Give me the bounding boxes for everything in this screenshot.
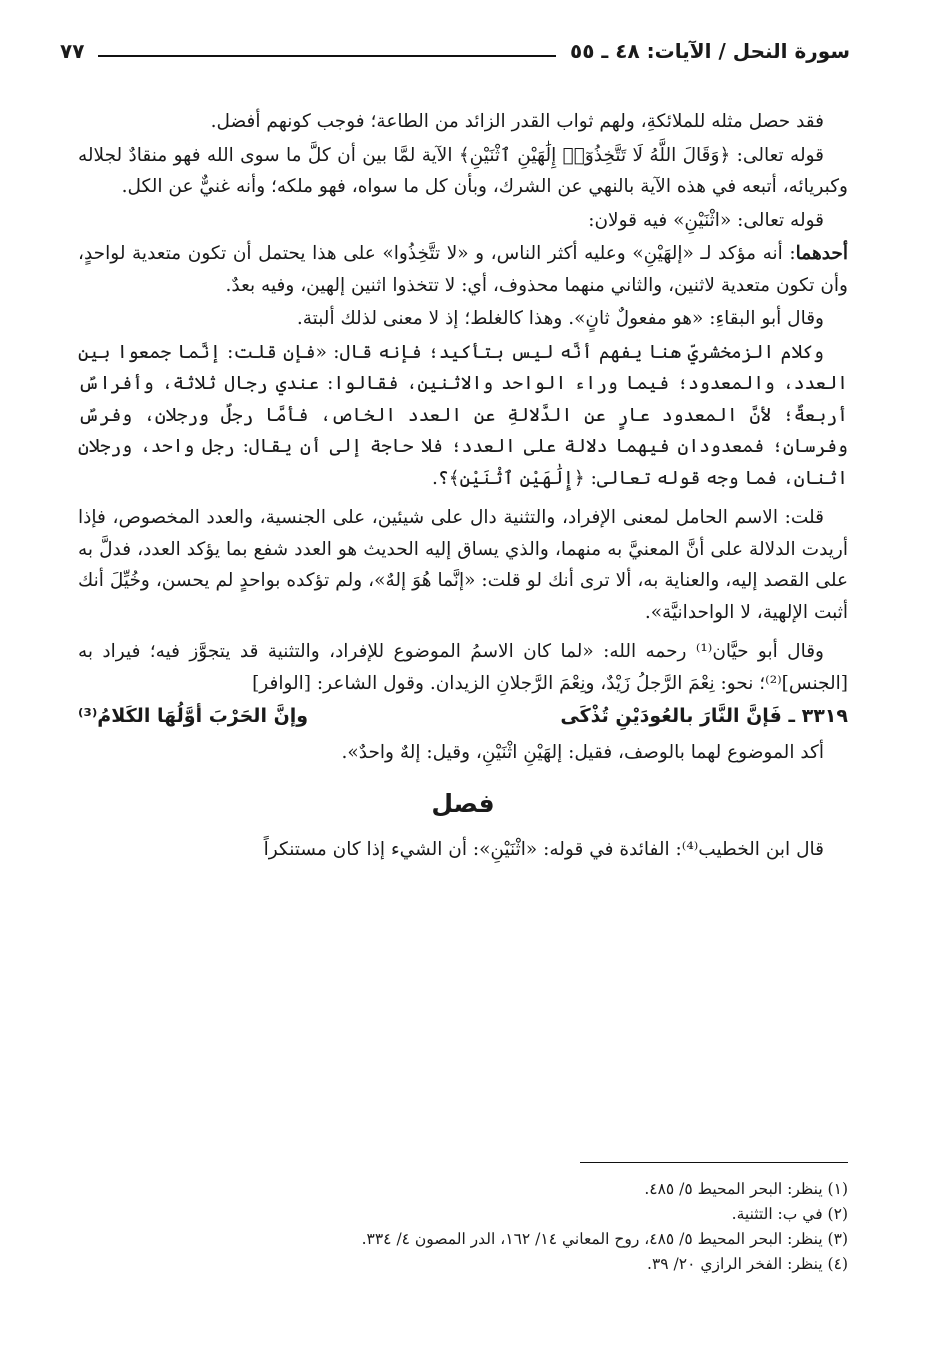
paragraph-2: قوله تعالى: ﴿وَقَالَ اللَّهُ لَا تَتَّخِذُوٓا۟ إِلَٰهَيْنِ ٱثْنَيْنِ﴾ الآية لمَّا بين أن كلَّ ما سوى الله فهو منقادٌ لجلاله وكبريائه، أتبعه في هذه الآية بالنهي عن الشرك، وبأن كل ما سواه، فهو ملكه؛ وأنه غنيٌّ عن الكل. [78, 144, 848, 197]
paragraph-10: قال ابن الخطيب⁽⁴⁾: الفائدة في قوله: «اثْنَيْنِ»: أن الشيء إذا كان مستنكراً [263, 838, 824, 860]
paragraph-9: أكد الموضوع لهما بالوصف، فقيل: إلهَيْنِ اثْنَيْنِ، وقيل: إلهٌ واحدٌ». [341, 741, 824, 763]
header-rule [98, 55, 556, 57]
paragraph-5: وقال أبو البقاءِ: «هو مفعولٌ ثانٍ». وهذا كالغلط؛ إذ لا معنى لذلك ألبتة. [296, 308, 824, 329]
paragraph-3: قوله تعالى: «اثْنَيْنِ» فيه قولان: [588, 209, 824, 231]
footnote-divider [580, 1162, 848, 1163]
page-number: ٧٧ [60, 39, 85, 63]
paragraph-4-text: : أنه مؤكد لـ «إلهَيْنِ» وعليه أكثر الناس، و «لا تتَّخِذُوا» على هذا يحتمل أن تكون متعدية لواحدٍ، وأن تكون متعدية لاثنين، والثاني منهما محذوف، أي: لا تتخذوا اثنين إلهين، وفيه بعدٌ. [78, 243, 848, 296]
paragraph-7: قلت: الاسم الحامل لمعنى الإفراد، والتثنية دال على شيئين، على الجنسية، والعدد المخصوص، فإذا أريدت الدلالة على أنَّ المعنيَّ به منهما، والذي يساق إليه الحديث هو العدد شفع بما يؤكد العدد، فدلَّ به على القصد إليه، والعناية به، ألا ترى أنك لو قلت: «إنَّما هُوَ إلهٌ»، ولم تؤكده بواحدٍ لم يحسن، وخُيِّلَ أنك أثبت الإلهية، لا الواحدانيَّة». [78, 507, 848, 623]
page-header [60, 34, 850, 68]
poem-verse [78, 701, 848, 733]
footnotes [78, 1177, 848, 1277]
first-opinion-label: أحدهما [795, 243, 848, 264]
paragraph-6: وكلام الزمخشريِّ هنا يفهم أنَّه ليس بتأكيد؛ فإنه قال: «فإن قلت: إنَّما جمعوا بين العدد، والمعدود؛ فيما وراء الواحد والاثنين، فقالوا: عندي رجال ثلاثة، وأفراسٌ أربعةٌ؛ لأنَّ المعدود عارٍ عن الدَّلالةِ عن العدد الخاص، فأمَّا رجلٌ ورجلان، وفرسٌ وفرسان؛ فمعدودان فيهما دلالة على العدد؛ فلا حاجة إلى أن يقال: رجل واحد، ورجلان اثنان، فما وجه قوله تعالى: ﴿إِلَٰهَيْنِ ٱثْنَيْنِ﴾؟. [78, 341, 848, 489]
paragraph-8: وقال أبو حيَّان⁽¹⁾ رحمه الله: «لما كان الاسمُ الموضوع للإفراد، والتثنية قد يتجوَّز فيه؛ فيراد به [الجنس]⁽²⁾؛ نحو: نِعْمَ الرَّجلُ زَيْدٌ، ونِعْمَ الرَّجلانِ الزيدان. وقول الشاعر: [الوافر] [78, 641, 848, 694]
section-title: فصل [431, 789, 495, 818]
footnote-3: (٣) ينظر: البحر المحيط ٥/ ٤٨٥، روح المعاني ١٤/ ١٦٢، الدر المصون ٤/ ٣٣٤. [361, 1230, 848, 1248]
paragraph-4 [78, 238, 848, 301]
poem-second-hemistich: وإنَّ الحَرْبَ أوَّلُهَا الكَلامُ⁽³⁾ [78, 705, 309, 727]
chapter-title: سورة النحل / الآيات: ٤٨ ـ ٥٥ [570, 39, 850, 63]
poem-first-hemistich: ٣٣١٩ ـ فَإنَّ النَّارَ بالعُودَيْنِ تُذْكَى [560, 705, 848, 727]
main-text [78, 106, 848, 867]
paragraph-1: فقد حصل مثله للملائكةِ، ولهم ثواب القدر الزائد من الطاعة؛ فوجب كونهم أفضل. [210, 111, 824, 132]
footnote-2: (٢) في ب: التثنية. [731, 1205, 848, 1223]
footnote-1: (١) ينظر: البحر المحيط ٥/ ٤٨٥. [644, 1180, 848, 1198]
footnote-4: (٤) ينظر: الفخر الرازي ٢٠/ ٣٩. [647, 1255, 848, 1273]
